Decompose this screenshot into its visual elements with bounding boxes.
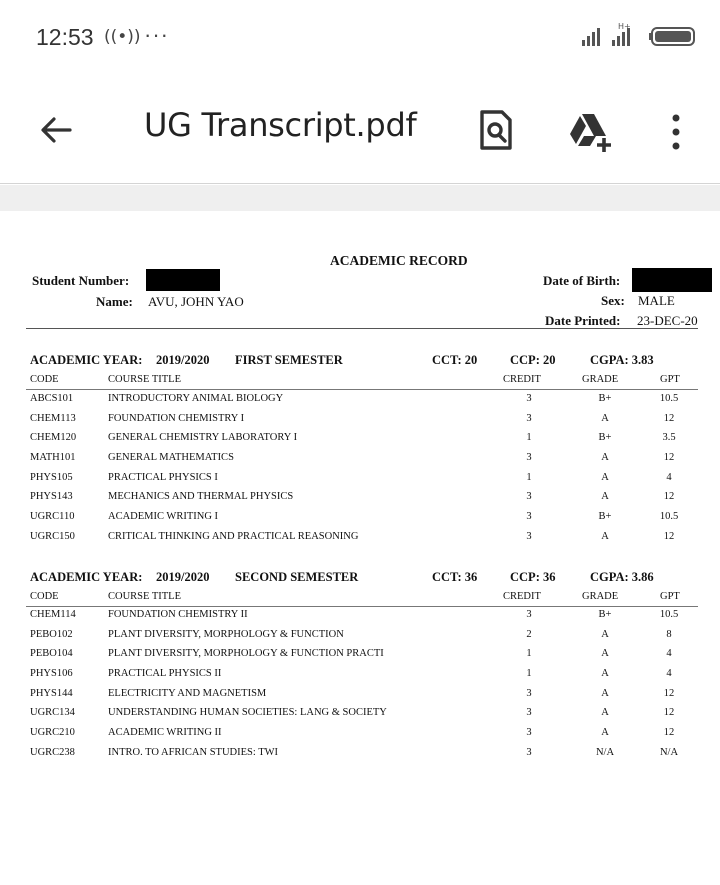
course-code: UGRC150 [30, 530, 75, 542]
status-time: 12:53 [36, 24, 94, 50]
course-grade: A [601, 471, 609, 483]
sem1-year: 2019/2020 [156, 353, 210, 367]
sem1-divider [26, 389, 698, 390]
course-grade: A [601, 452, 609, 464]
course-gpt: 4 [666, 471, 672, 483]
course-title: INTRO. TO AFRICAN STUDIES: TWI [108, 746, 279, 758]
course-code: UGRC134 [30, 707, 75, 719]
course-code: CHEM113 [30, 412, 76, 424]
sem1-course-table [0, 391, 720, 549]
course-credit: 1 [526, 471, 532, 483]
table-row [0, 470, 720, 490]
course-gpt: 12 [663, 707, 675, 719]
page-gap [0, 185, 720, 211]
table-row [0, 745, 720, 765]
course-grade: B+ [598, 511, 612, 523]
course-credit: 1 [526, 668, 532, 680]
course-code: UGRC210 [30, 727, 75, 739]
course-title: PRACTICAL PHYSICS I [108, 471, 218, 483]
course-credit: 3 [526, 491, 532, 503]
course-credit: 1 [526, 648, 532, 660]
table-row [0, 411, 720, 431]
network-type-label: H+ [618, 22, 631, 31]
course-gpt: 10.5 [659, 511, 679, 523]
course-title: FOUNDATION CHEMISTRY I [108, 412, 245, 424]
dob-label: Date of Birth: [543, 273, 621, 288]
header-divider [26, 328, 698, 329]
sex-value: MALE [638, 293, 675, 308]
course-gpt: 12 [663, 530, 675, 542]
table-row [0, 607, 720, 627]
sem1-col-title: COURSE TITLE [108, 374, 182, 385]
table-row [0, 627, 720, 647]
course-code: CHEM120 [30, 432, 77, 444]
course-gpt: 12 [663, 727, 675, 739]
printed-label: Date Printed: [545, 313, 621, 328]
table-row [0, 430, 720, 450]
back-arrow-icon[interactable] [36, 110, 76, 150]
course-title: ACADEMIC WRITING I [108, 511, 219, 523]
course-code: PHYS143 [30, 491, 73, 503]
course-credit: 3 [526, 452, 532, 464]
document-heading: ACADEMIC RECORD [330, 253, 468, 268]
sem2-col-gpt: GPT [660, 591, 680, 602]
course-title: PLANT DIVERSITY, MORPHOLOGY & FUNCTION [108, 628, 344, 640]
course-grade: B+ [598, 393, 612, 404]
sem1-ccp: CCP: 20 [510, 353, 556, 367]
course-grade: A [601, 491, 609, 503]
course-code: MATH101 [30, 452, 76, 464]
course-title: FOUNDATION CHEMISTRY II [108, 609, 248, 620]
table-row [0, 705, 720, 725]
course-code: PHYS106 [30, 668, 73, 680]
course-grade: A [601, 687, 609, 699]
table-row [0, 646, 720, 666]
find-in-document-icon[interactable] [476, 108, 516, 152]
course-code: PEBO102 [30, 628, 73, 640]
sem1-cgpa: CGPA: 3.83 [590, 353, 654, 367]
course-gpt: 8 [666, 628, 672, 640]
printed-value: 23-DEC-20 [637, 313, 698, 328]
course-code: PHYS105 [30, 471, 73, 483]
pdf-page[interactable] [0, 211, 720, 885]
course-gpt: 4 [666, 668, 672, 680]
add-to-drive-icon[interactable] [566, 110, 614, 154]
more-notifications-icon: ··· [144, 22, 169, 47]
course-title: ELECTRICITY AND MAGNETISM [108, 687, 267, 699]
course-title: UNDERSTANDING HUMAN SOCIETIES: LANG & SOCIETY [108, 707, 387, 719]
course-credit: 2 [526, 628, 532, 640]
course-title: GENERAL CHEMISTRY LABORATORY I [108, 432, 298, 444]
course-title: INTRODUCTORY ANIMAL BIOLOGY [108, 393, 284, 404]
course-code: CHEM114 [30, 609, 76, 620]
sem2-ccp: CCP: 36 [510, 570, 556, 584]
sem2-col-credit: CREDIT [503, 591, 541, 602]
hotspot-icon: ((•)) [104, 27, 141, 47]
table-row [0, 489, 720, 509]
course-grade: A [601, 648, 609, 660]
course-grade: A [601, 628, 609, 640]
course-credit: 3 [526, 393, 532, 404]
course-code: UGRC238 [30, 746, 75, 758]
table-row [0, 391, 720, 411]
sem2-col-code: CODE [30, 591, 59, 602]
course-title: PLANT DIVERSITY, MORPHOLOGY & FUNCTION PRACTI [108, 648, 384, 660]
name-label: Name: [96, 294, 133, 309]
sem1-col-grade: GRADE [582, 374, 619, 385]
course-code: PHYS144 [30, 687, 73, 699]
course-title: PRACTICAL PHYSICS II [108, 668, 222, 680]
name-value: AVU, JOHN YAO [148, 294, 244, 309]
course-gpt: N/A [659, 746, 679, 758]
course-credit: 3 [526, 687, 532, 699]
course-grade: A [601, 668, 609, 680]
course-gpt: 3.5 [662, 432, 676, 444]
course-grade: B+ [598, 432, 612, 444]
table-row [0, 686, 720, 706]
course-gpt: 10.5 [659, 609, 679, 620]
sem1-year-label: ACADEMIC YEAR: [30, 353, 143, 367]
course-gpt: 10.5 [659, 393, 679, 404]
course-gpt: 4 [666, 648, 672, 660]
course-gpt: 12 [663, 491, 675, 503]
course-title: ACADEMIC WRITING II [108, 727, 222, 739]
sem2-col-grade: GRADE [582, 591, 619, 602]
table-row [0, 450, 720, 470]
sem1-semester: FIRST SEMESTER [235, 353, 343, 367]
app-bar [0, 72, 720, 184]
signal-battery-icons [580, 22, 710, 52]
course-grade: N/A [595, 746, 615, 758]
table-row [0, 529, 720, 549]
sem1-col-gpt: GPT [660, 374, 680, 385]
course-credit: 3 [526, 530, 532, 542]
sem2-year-label: ACADEMIC YEAR: [30, 570, 143, 584]
status-bar [0, 0, 720, 72]
course-title: GENERAL MATHEMATICS [108, 452, 234, 464]
course-grade: A [601, 727, 609, 739]
sem2-col-title: COURSE TITLE [108, 591, 182, 602]
table-row [0, 509, 720, 529]
student-number-label: Student Number: [32, 273, 130, 288]
course-code: ABCS101 [30, 393, 74, 404]
course-credit: 3 [526, 707, 532, 719]
course-gpt: 12 [663, 452, 675, 464]
redacted-dob [632, 268, 712, 292]
sem2-course-table [0, 607, 720, 765]
course-credit: 3 [526, 511, 532, 523]
redacted-student-number [146, 269, 220, 291]
course-grade: A [601, 707, 609, 719]
course-code: UGRC110 [30, 511, 75, 523]
course-credit: 3 [526, 609, 532, 620]
course-credit: 1 [526, 432, 532, 444]
course-credit: 3 [526, 412, 532, 424]
course-credit: 3 [526, 746, 532, 758]
sem2-year: 2019/2020 [156, 570, 210, 584]
course-code: PEBO104 [30, 648, 73, 660]
course-credit: 3 [526, 727, 532, 739]
course-gpt: 12 [663, 687, 675, 699]
sem1-col-code: CODE [30, 374, 59, 385]
sex-label: Sex: [601, 293, 625, 308]
sem1-cct: CCT: 20 [432, 353, 478, 367]
sem1-col-credit: CREDIT [503, 374, 541, 385]
course-grade: A [601, 530, 609, 542]
sem2-cgpa: CGPA: 3.86 [590, 570, 654, 584]
course-title: MECHANICS AND THERMAL PHYSICS [108, 491, 294, 503]
table-row [0, 666, 720, 686]
course-grade: B+ [598, 609, 612, 620]
course-gpt: 12 [663, 412, 675, 424]
sem2-cct: CCT: 36 [432, 570, 478, 584]
overflow-menu-icon[interactable] [664, 110, 688, 154]
sem2-semester: SECOND SEMESTER [235, 570, 359, 584]
course-title: CRITICAL THINKING AND PRACTICAL REASONING [108, 530, 359, 542]
course-grade: A [601, 412, 609, 424]
table-row [0, 725, 720, 745]
document-title: UG Transcript.pdf [144, 106, 417, 144]
